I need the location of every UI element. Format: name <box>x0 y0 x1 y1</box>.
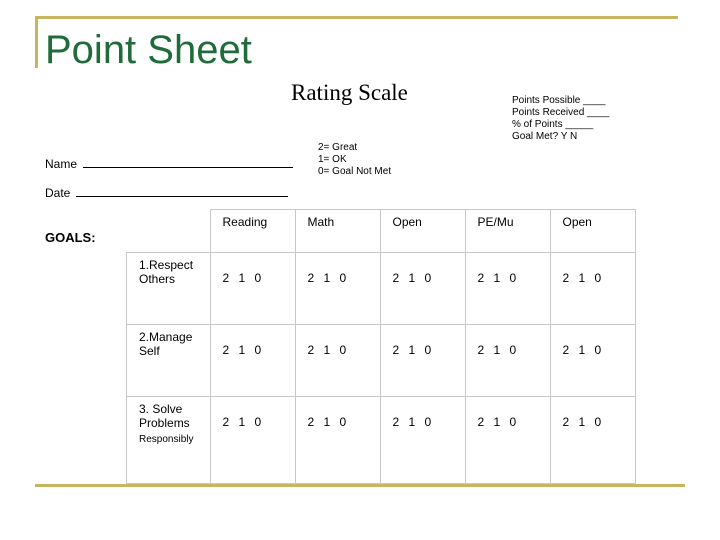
column-header: Reading <box>210 210 295 253</box>
rating-cell[interactable]: 2 1 0 <box>550 325 635 397</box>
date-field[interactable] <box>45 186 288 200</box>
top-rule <box>35 16 678 19</box>
rating-cell[interactable]: 2 1 0 <box>210 253 295 325</box>
points-possible: Points Possible ____ <box>512 95 606 106</box>
legend-not-met: 0= Goal Not Met <box>318 166 392 177</box>
goal-manage-self: 2.Manage Self <box>127 325 211 397</box>
rating-cell[interactable]: 2 1 0 <box>380 325 465 397</box>
name-line <box>83 157 293 168</box>
goals-label: GOALS: <box>45 230 96 245</box>
rating-cell[interactable]: 2 1 0 <box>465 397 550 484</box>
rating-scale-heading: Rating Scale <box>291 80 408 105</box>
legend-ok: 1= OK <box>318 154 347 165</box>
column-header: Open <box>550 210 635 253</box>
rating-cell[interactable]: 2 1 0 <box>210 397 295 484</box>
name-label: Name <box>45 157 78 171</box>
column-header: Open <box>380 210 465 253</box>
rating-cell[interactable]: 2 1 0 <box>380 397 465 484</box>
goal-solve-problems: 3. Solve Problems Responsibly <box>127 397 211 484</box>
date-label: Date <box>45 186 71 200</box>
table-row <box>127 253 636 325</box>
date-line <box>76 186 288 197</box>
rating-cell[interactable]: 2 1 0 <box>295 253 380 325</box>
points-summary <box>512 95 609 143</box>
rating-cell[interactable]: 2 1 0 <box>550 253 635 325</box>
corner-cell <box>127 210 211 253</box>
table-row <box>127 325 636 397</box>
page-title: Point Sheet <box>45 28 252 72</box>
rating-legend <box>318 142 391 178</box>
bottom-rule <box>35 484 685 487</box>
column-header: PE/Mu <box>465 210 550 253</box>
rating-cell[interactable]: 2 1 0 <box>380 253 465 325</box>
goal-met: Goal Met? Y N <box>512 131 578 142</box>
points-received: Points Received ____ <box>512 107 610 118</box>
points-percent: % of Points _____ <box>512 119 594 130</box>
name-field[interactable] <box>45 157 293 171</box>
point-grid <box>126 209 636 484</box>
rating-cell[interactable]: 2 1 0 <box>295 325 380 397</box>
table-row <box>127 397 636 484</box>
rating-cell[interactable]: 2 1 0 <box>295 397 380 484</box>
column-header: Math <box>295 210 380 253</box>
left-rule <box>35 16 38 68</box>
legend-great: 2= Great <box>318 142 358 153</box>
rating-cell[interactable]: 2 1 0 <box>465 325 550 397</box>
rating-cell[interactable]: 2 1 0 <box>465 253 550 325</box>
rating-cell[interactable]: 2 1 0 <box>210 325 295 397</box>
rating-cell[interactable]: 2 1 0 <box>550 397 635 484</box>
goal-respect-others: 1.Respect Others <box>127 253 211 325</box>
